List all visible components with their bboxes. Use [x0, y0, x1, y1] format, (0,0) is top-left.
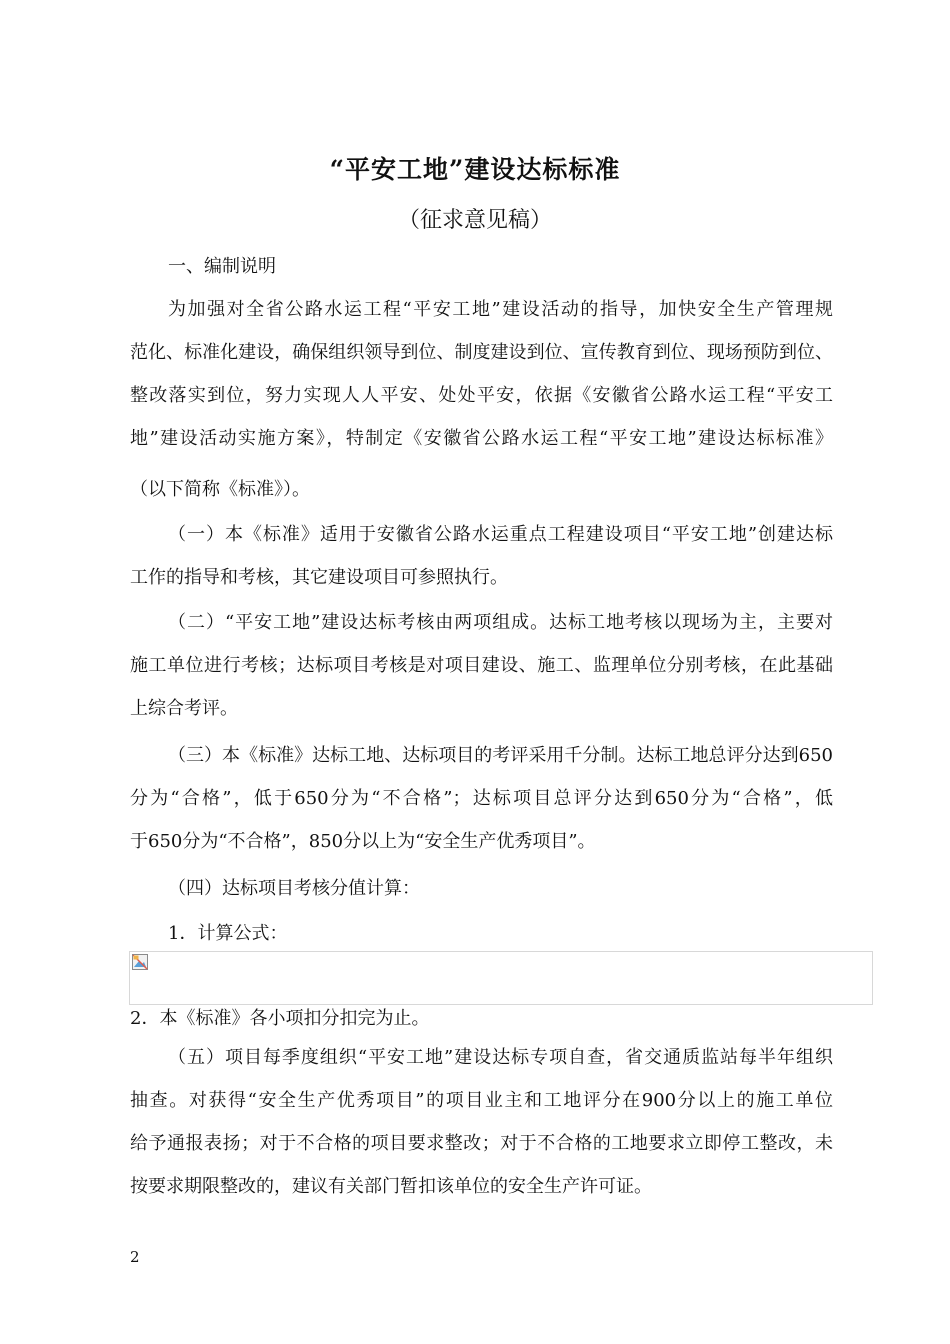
page-number: 2: [130, 1248, 140, 1266]
paragraph-line: 2．本《标准》各小项扣分扣完为止。: [130, 1008, 430, 1029]
paragraph-line: （四）达标项目考核分值计算：: [168, 878, 420, 899]
paragraph-line: 抽查。对获得“安全生产优秀项目”的项目业主和工地评分在900分以上的施工单位: [130, 1090, 833, 1111]
paragraph-line: 工作的指导和考核，其它建设项目可参照执行。: [130, 567, 508, 588]
paragraph-line: （三）本《标准》达标工地、达标项目的考评采用千分制。达标工地总评分达到650: [168, 745, 833, 766]
paragraph-line: 于650分为“不合格”，850分以上为“安全生产优秀项目”。: [130, 831, 596, 852]
paragraph-line: 按要求期限整改的，建议有关部门暂扣该单位的安全生产许可证。: [130, 1176, 652, 1197]
section-heading: 一、编制说明: [168, 256, 276, 277]
document-subtitle: （征求意见稿）: [397, 208, 552, 233]
paragraph-line: 范化、标准化建设，确保组织领导到位、制度建设到位、宣传教育到位、现场预防到位、: [130, 342, 833, 363]
paragraph-line: 整改落实到位，努力实现人人平安、处处平安，依据《安徽省公路水运工程“平安工: [130, 385, 833, 406]
document-title: “平安工地”建设达标标准: [329, 155, 621, 184]
paragraph-line: （二）“平安工地”建设达标考核由两项组成。达标工地考核以现场为主，主要对: [168, 612, 833, 633]
paragraph-line: 上综合考评。: [130, 698, 238, 719]
broken-image-icon: [132, 954, 148, 970]
paragraph-line: 1．计算公式：: [168, 923, 288, 944]
paragraph-line: （五）项目每季度组织“平安工地”建设达标专项自查，省交通质监站每半年组织: [168, 1047, 833, 1068]
paragraph-line: 为加强对全省公路水运工程“平安工地”建设活动的指导，加快安全生产管理规: [168, 299, 833, 320]
paragraph-line: 施工单位进行考核；达标项目考核是对项目建设、施工、监理单位分别考核，在此基础: [130, 655, 833, 676]
paragraph-line: 分为“合格”，低于650分为“不合格”；达标项目总评分达到650分为“合格”，低: [130, 788, 833, 809]
paragraph-line: 给予通报表扬；对于不合格的项目要求整改；对于不合格的工地要求立即停工整改，未: [130, 1133, 833, 1154]
paragraph-line: （以下简称《标准》）。: [130, 479, 310, 500]
paragraph-line: 地”建设活动实施方案》，特制定《安徽省公路水运工程“平安工地”建设达标标准》: [130, 428, 833, 449]
paragraph-line: （一）本《标准》适用于安徽省公路水运重点工程建设项目“平安工地”创建达标: [168, 524, 833, 545]
formula-image-frame: [129, 951, 873, 1005]
